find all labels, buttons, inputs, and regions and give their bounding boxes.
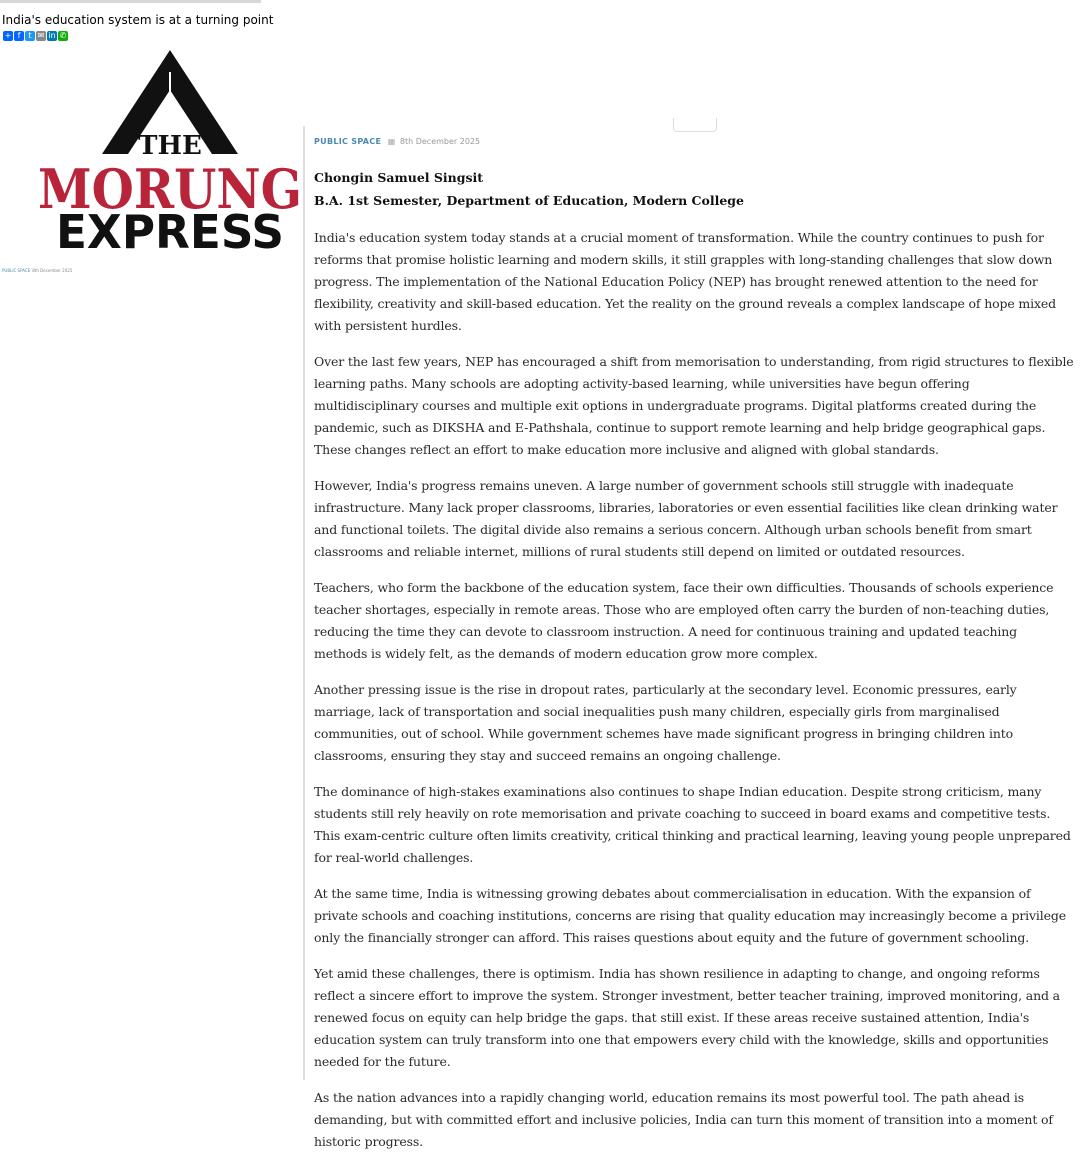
twitter-icon[interactable]: t: [25, 31, 35, 41]
article-paragraph: At the same time, India is witnessing growing debates about commercialisation in education. With the expansion of private schools and coaching institutions, concerns are rising that quality education may increasingly become a privilege only the financially stronger can afford. This raises questions about equity and the future of government schooling.: [314, 886, 1066, 945]
whatsapp-icon[interactable]: ✆: [59, 31, 67, 40]
article-paragraph: Over the last few years, NEP has encouraged a shift from memorisation to understanding, from rigid structures to flexible learning paths. Many schools are adopting activity-based learning, while universities have begun offering multidisciplinary courses and multiple exit options in undergraduate programs. Digital platforms created during the pandemic, such as DIKSHA and E-Pathshala, continue to support remote learning and help bridge geographical gaps. These changes reflect an effort to make education more inclusive and aligned with global standards.: [314, 354, 1074, 457]
page-title: India's education system is at a turning point: [2, 13, 274, 27]
article-date: 8th December 2025: [399, 137, 481, 146]
share-bar: [3, 31, 68, 41]
author-name: Chongin Samuel Singsit: [314, 170, 484, 185]
article-meta: [314, 137, 1074, 146]
calendar-icon: ▦: [387, 137, 396, 146]
article-paragraph: Yet amid these challenges, there is optimism. India has shown resilience in adapting to change, and ongoing reforms reflect a sincere effort to improve the system. Stronger investment, better teacher training, improved monitoring, and a renewed focus on equity can help bridge the gaps. that still exist. If these areas receive sustained attention, India's education system can truly transform into one that empowers every child with the knowledge, skills and opportunities needed for the future.: [314, 966, 1060, 1069]
article-body: [314, 227, 1074, 1153]
morung-express-logo[interactable]: [36, 50, 304, 255]
email-icon[interactable]: ✉: [37, 31, 45, 40]
content-divider: [303, 126, 305, 1080]
logo-text-morung: MORUNG: [38, 157, 302, 221]
share-plus-icon[interactable]: +: [4, 31, 12, 40]
article-paragraph: However, India's progress remains uneven. A large number of government schools still struggle with inadequate infrastructure. Many lack proper classrooms, libraries, laboratories or even essential facilities like clean drinking water and functional toilets. The digital divide also remains a serious concern. Although urban schools benefit from smart classrooms and reliable internet, millions of rural students still depend on limited or outdated resources.: [314, 478, 1058, 559]
article: [314, 137, 1074, 1167]
article-paragraph: Teachers, who form the backbone of the education system, face their own difficulties. Thousands of schools experience teacher shortages, especially in remote areas. Those who are employed often carry the burden of non-teaching duties, reducing the time they can devote to classroom instruction. A need for continuous training and updated teaching methods is widely felt, as the demands of modern education grow more complex.: [314, 580, 1054, 661]
article-paragraph: The dominance of high-stakes examinations also continues to shape Indian education. Despite strong criticism, many students still rely heavily on rote memorisation and private coaching to succeed in board exams and competitive tests. This exam-centric culture often limits creativity, critical thinking and practical learning, leaving young people unprepared for real-world challenges.: [314, 784, 1071, 865]
article-paragraph: As the nation advances into a rapidly changing world, education remains its most powerful tool. The path ahead is demanding, but with committed effort and inclusive policies, India can turn this moment of transition into a moment of historic progress.: [314, 1090, 1053, 1149]
article-paragraph: Another pressing issue is the rise in dropout rates, particularly at the secondary level. Economic pressures, early marriage, lack of transportation and social inequalities push many children, especially girls from marginalised communities, out of school. While government schemes have made significant progress in bringing children into classrooms, ensuring they stay and succeed remains an ongoing challenge.: [314, 682, 1017, 763]
tab-handle[interactable]: [673, 118, 717, 132]
small-meta: [2, 268, 72, 273]
facebook-icon[interactable]: f: [14, 31, 24, 41]
author-detail: B.A. 1st Semester, Department of Education, Modern College: [314, 193, 744, 208]
logo-text-express: EXPRESS: [56, 205, 284, 255]
logo-nib-dot: [165, 117, 175, 127]
top-progress-bar: [0, 0, 261, 3]
small-meta-date: 8th December 2025: [32, 268, 73, 273]
small-meta-category[interactable]: PUBLIC SPACE: [2, 268, 31, 273]
article-category[interactable]: PUBLIC SPACE: [314, 137, 382, 146]
article-paragraph: India's education system today stands at a crucial moment of transformation. While the country continues to push for reforms that promise holistic learning and modern skills, it still grapples with long-standing challenges that slow down progress. The implementation of the National Education Policy (NEP) has brought renewed attention to the need for flexibility, creativity and skill-based education. Yet the reality on the ground reveals a complex landscape of hope mixed with persistent hurdles.: [314, 230, 1056, 333]
logo-text-the: THE: [138, 131, 202, 161]
linkedin-icon[interactable]: in: [48, 31, 56, 40]
